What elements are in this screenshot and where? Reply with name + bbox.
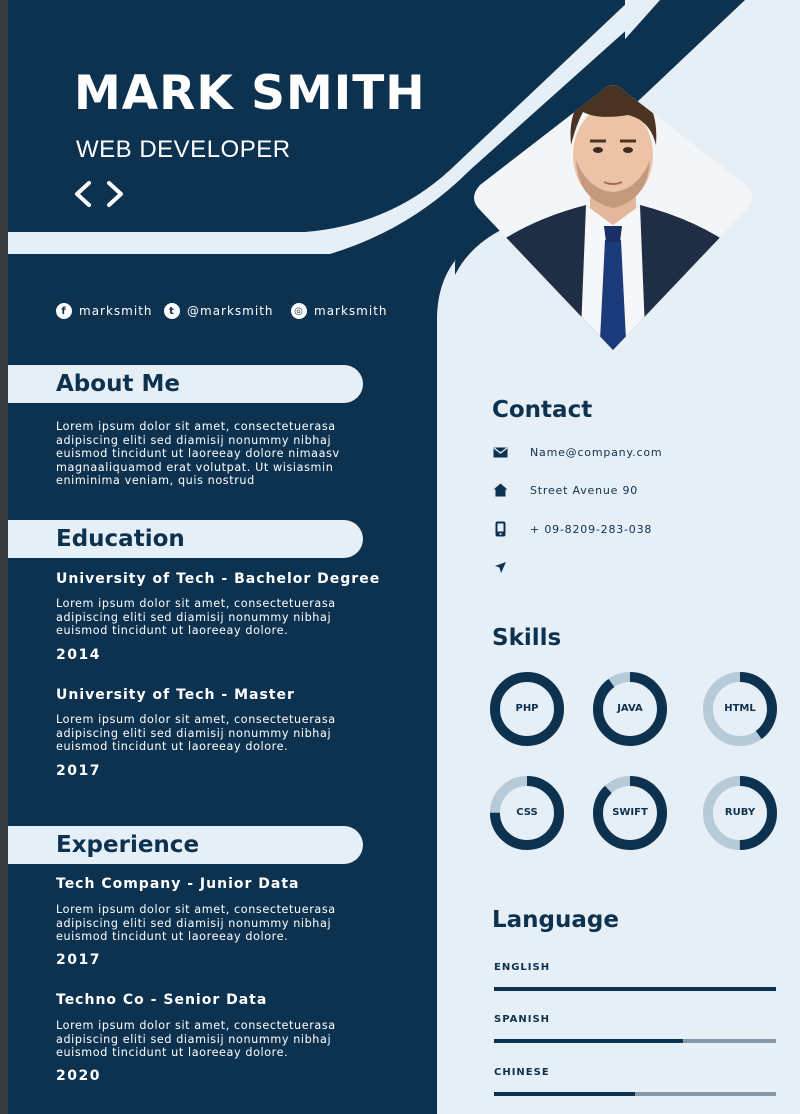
skill-label: HTML xyxy=(724,703,756,714)
cursor-arrow-icon xyxy=(492,559,508,575)
language-item xyxy=(494,962,776,973)
social-handle: marksmith xyxy=(79,304,153,318)
code-brackets-icon xyxy=(73,180,125,208)
skill-ring xyxy=(702,775,778,851)
about-text: Lorem ipsum dolor sit amet, consectetuerasa adipiscing eliti sed diamisij nonummy nibhaj euismod tincidunt ut laoreeay dolore nimaasv magnaaliquamod erat volutpat. Ut wisiasmin eniminima veniam, quis nostrud xyxy=(56,420,340,487)
contact-email[interactable] xyxy=(492,444,662,460)
experience-entry-title: Tech Company - Junior Data xyxy=(56,876,300,892)
skill-ring xyxy=(592,775,668,851)
contact-heading: Contact xyxy=(492,397,593,423)
language-label: SPANISH xyxy=(494,1014,551,1025)
experience-entry-title: Techno Co - Senior Data xyxy=(56,992,268,1008)
skill-ring xyxy=(702,671,778,747)
education-heading: Education xyxy=(56,526,185,552)
left-edge xyxy=(0,0,8,1114)
education-entry-year: 2014 xyxy=(56,647,101,663)
experience-entry-text: Lorem ipsum dolor sit amet, consectetuerasa adipiscing eliti sed diamisij nonummy nibhaj euismod tincidunt ut laoreeay dolore. xyxy=(56,903,336,943)
language-bar-fill xyxy=(494,1092,635,1096)
education-entry-title: University of Tech - Master xyxy=(56,687,295,703)
about-heading-pill xyxy=(8,365,363,403)
language-label: CHINESE xyxy=(494,1067,550,1078)
job-title: WEB DEVELOPER xyxy=(76,136,291,163)
experience-heading: Experience xyxy=(56,832,200,858)
person-name: MARK SMITH xyxy=(74,66,426,121)
social-instagram[interactable] xyxy=(291,303,388,319)
skill-ring xyxy=(592,671,668,747)
education-entry-text: Lorem ipsum dolor sit amet, consectetuerasa adipiscing eliti sed diamisij nonummy nibhaj euismod tincidunt ut laoreeay dolore. xyxy=(56,713,336,753)
envelope-icon xyxy=(492,444,508,460)
language-item xyxy=(494,1014,776,1025)
contact-email-value: Name@company.com xyxy=(530,445,663,459)
language-item xyxy=(494,1067,776,1078)
contact-address xyxy=(492,482,638,498)
language-bar-track xyxy=(494,1092,776,1096)
social-handle: marksmith xyxy=(314,304,388,318)
skill-label: CSS xyxy=(516,807,538,818)
profile-photo xyxy=(468,50,758,356)
education-entry-text: Lorem ipsum dolor sit amet, consectetuerasa adipiscing eliti sed diamisij nonummy nibhaj euismod tincidunt ut laoreeay dolore. xyxy=(56,597,336,637)
language-bar-fill xyxy=(494,987,776,991)
language-label: ENGLISH xyxy=(494,962,551,973)
language-heading: Language xyxy=(492,907,619,933)
facebook-icon: f xyxy=(56,303,72,319)
social-twitter[interactable] xyxy=(164,303,274,319)
skill-label: PHP xyxy=(515,703,539,714)
skill-ring xyxy=(489,775,565,851)
experience-entry-year: 2020 xyxy=(56,1068,101,1084)
phone-icon xyxy=(492,521,508,537)
contact-website[interactable] xyxy=(492,559,530,575)
contact-phone[interactable] xyxy=(492,521,652,537)
language-bar-fill xyxy=(494,1039,683,1043)
contact-phone-value: + 09-8209-283-038 xyxy=(530,522,653,536)
language-bar-track xyxy=(494,987,776,991)
contact-address-value: Street Avenue 90 xyxy=(530,483,639,497)
social-facebook[interactable] xyxy=(56,303,153,319)
skill-label: JAVA xyxy=(617,703,643,714)
experience-entry-text: Lorem ipsum dolor sit amet, consectetuerasa adipiscing eliti sed diamisij nonummy nibhaj euismod tincidunt ut laoreeay dolore. xyxy=(56,1019,336,1059)
home-icon xyxy=(492,482,508,498)
twitter-icon: t xyxy=(164,303,180,319)
education-entry-year: 2017 xyxy=(56,763,101,779)
education-entry-title: University of Tech - Bachelor Degree xyxy=(56,571,381,587)
skills-heading: Skills xyxy=(492,625,562,651)
social-handle: @marksmith xyxy=(187,304,274,318)
about-heading: About Me xyxy=(56,371,180,397)
language-bar-track xyxy=(494,1039,776,1043)
instagram-icon: ◎ xyxy=(291,303,307,319)
experience-entry-year: 2017 xyxy=(56,952,101,968)
skill-label: SWIFT xyxy=(612,807,648,818)
skill-ring xyxy=(489,671,565,747)
skill-label: RUBY xyxy=(724,807,756,818)
experience-heading-pill xyxy=(8,826,363,864)
education-heading-pill xyxy=(8,520,363,558)
